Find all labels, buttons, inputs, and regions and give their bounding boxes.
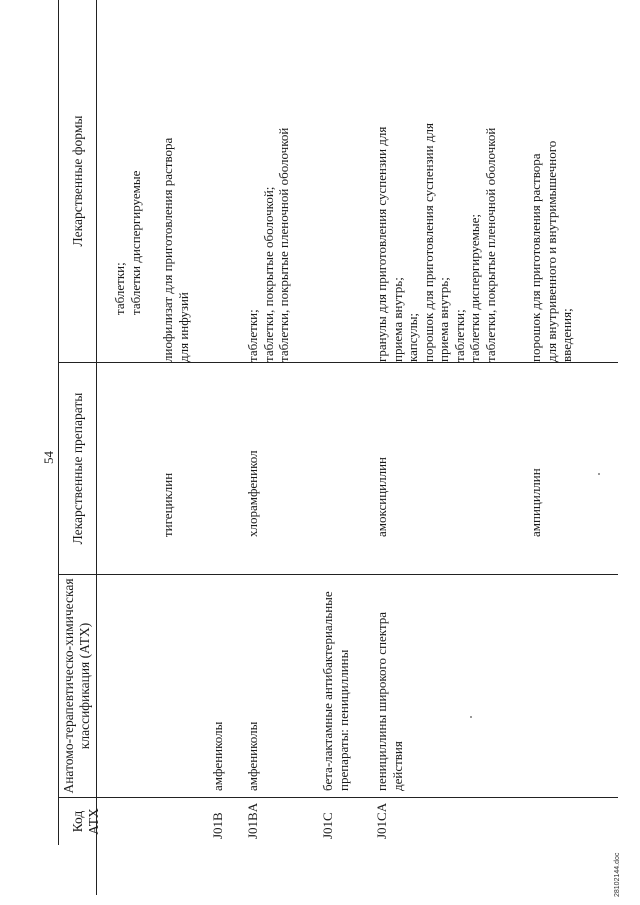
form-line: капсулы; [405, 312, 420, 362]
form-line: гранулы для приготовления суспензии для [374, 126, 389, 362]
form-line: лиофилизат для приготовления раствора [160, 137, 175, 362]
form-cell [528, 141, 575, 362]
form-cell [245, 128, 292, 362]
form-line: таблетки; [112, 262, 127, 315]
atc-code: J01CA [374, 802, 389, 839]
classification-cell [374, 612, 405, 791]
drug-name: амоксициллин [374, 456, 389, 537]
header-code: Код АТХ [70, 808, 101, 835]
form-line: таблетки, покрытые пленочной оболочкой [276, 127, 291, 362]
form-line: таблетки диспергируемые; [467, 214, 482, 362]
scan-speck [598, 473, 600, 475]
form-line: порошок для приготовления раствора [528, 153, 543, 362]
table-header-bottom-border [96, 0, 97, 895]
form-cell [374, 123, 498, 362]
form-line: введения; [559, 308, 574, 362]
column-divider-code [58, 797, 618, 798]
drug-cell [245, 450, 261, 537]
header-classification [61, 575, 93, 797]
form-line: для инфузий [175, 292, 191, 362]
drug-cell [528, 468, 544, 537]
form-line: порошок для приготовления суспензии для [420, 123, 436, 362]
form-cell [112, 171, 143, 315]
drug-cell [374, 457, 390, 537]
header-drugs: Лекарственные препараты [70, 392, 85, 545]
code-cell [320, 812, 336, 839]
code-cell [245, 803, 261, 839]
form-line: приема внутрь; [389, 277, 405, 362]
header-classification-line-1: Анатомо-терапевтическо-химическая [61, 578, 76, 794]
drug-name: ампициллин [528, 468, 543, 537]
column-divider-drugs [58, 362, 618, 363]
code-cell [374, 803, 390, 839]
form-line: таблетки; [245, 309, 260, 362]
table-top-border [58, 0, 59, 845]
drug-cell [160, 473, 176, 537]
classification-line: амфениколы [210, 721, 225, 791]
form-cell [160, 138, 191, 362]
code-cell [210, 812, 226, 839]
classification-cell [245, 722, 261, 791]
form-line: таблетки, покрытые оболочкой; [260, 186, 276, 362]
atc-code: J01B [210, 812, 225, 839]
atc-code: J01BA [245, 802, 260, 839]
form-line: таблетки, покрытые пленочной оболочкой [482, 127, 498, 362]
header-classification-line-2: классификация (АТХ) [77, 622, 92, 750]
classification-line: препараты: пенициллины [335, 649, 351, 791]
classification-line: пенициллины широкого спектра [374, 611, 389, 791]
atc-code: J01C [320, 812, 335, 839]
form-line: таблетки; [451, 309, 467, 362]
page-number: 54 [41, 451, 56, 464]
drug-name: тигециклин [160, 472, 175, 537]
classification-cell [210, 722, 226, 791]
column-divider-classification [58, 574, 618, 575]
classification-line: бета-лактамные антибактериальные [320, 591, 335, 791]
drug-name: хлорамфеникол [245, 450, 260, 537]
scan-speck [470, 716, 472, 718]
form-line: таблетки диспергируемые [127, 170, 143, 315]
classification-line: действия [389, 741, 405, 791]
classification-line: амфениколы [245, 721, 260, 791]
footer-doc-id: 28102144.doc [614, 852, 621, 897]
form-line: для внутривенного и внутримышечного [543, 140, 559, 362]
classification-cell [320, 591, 351, 791]
form-line: приема внутрь; [436, 277, 451, 362]
header-forms: Лекарственные формы [70, 115, 85, 247]
